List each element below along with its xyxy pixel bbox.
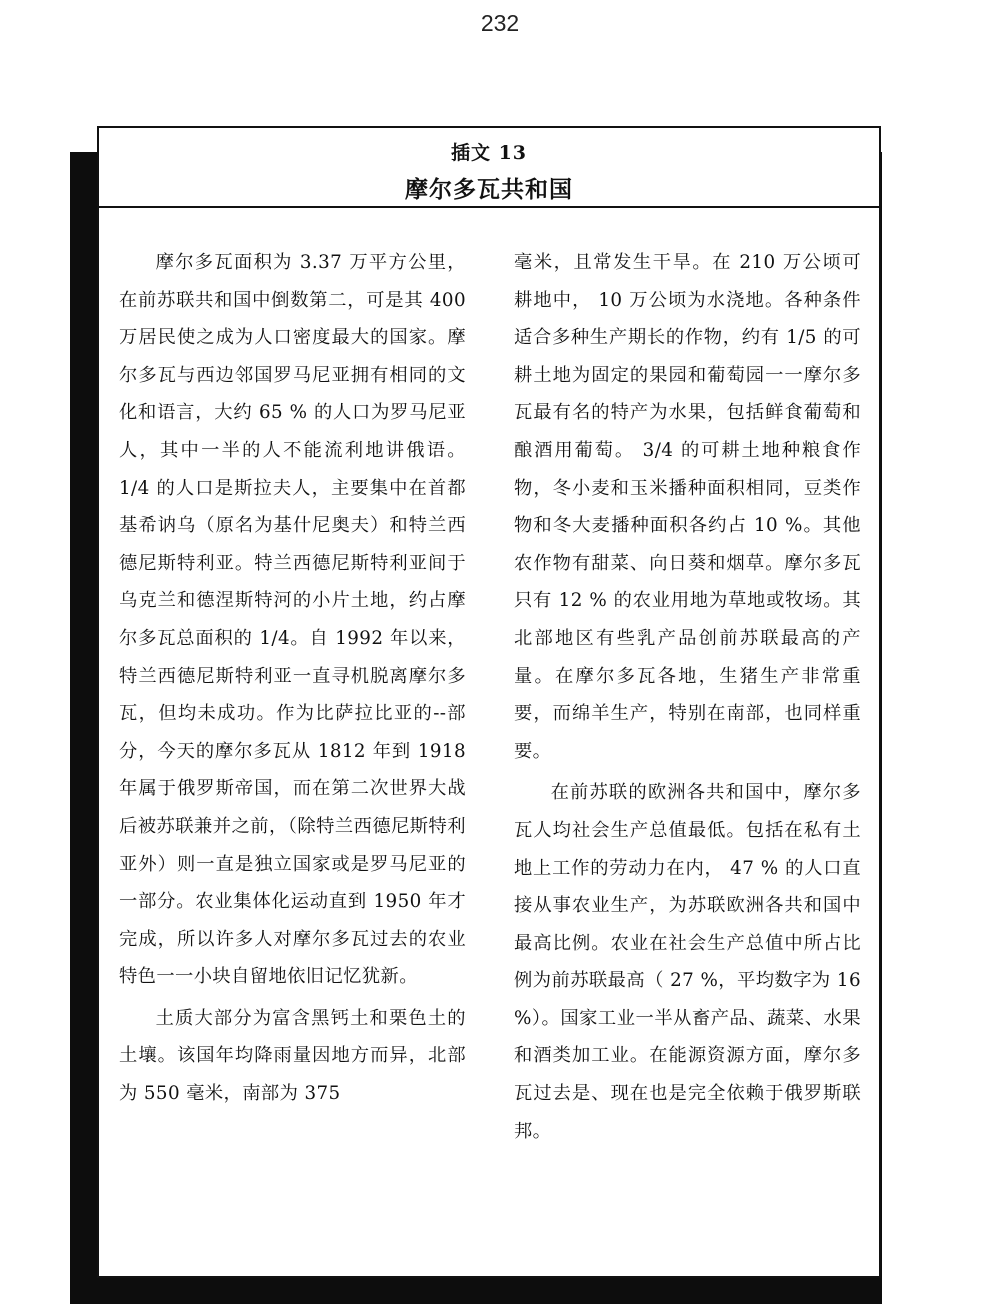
left-column	[119, 244, 466, 1150]
paragraph: 毫米，且常发生干旱。在 210 万公顷可耕地中， 10 万公顷为水浇地。各种条件适合多种生产期长的作物，约有 1/5 的可耕土地为固定的果园和葡萄园一一摩尔多瓦最有名的特产为水果，包括鲜食葡萄和酿酒用葡萄。 3/4 的可耕土地种粮食作物，冬小麦和玉米播种面积相同，豆类作物和冬大麦播种面积各约占 10 %。其他农作物有甜菜、向日葵和烟草。摩尔多瓦只有 12 % 的农业用地为草地或牧场。其北部地区有些乳产品创前苏联最高的产量。在摩尔多瓦各地，生猪生产非常重要，而绵羊生产，特别在南部，也同样重要。	[514, 252, 861, 762]
right-column	[514, 244, 861, 1150]
page-number: 232	[480, 10, 520, 36]
paragraph: 摩尔多瓦面积为 3.37 万平方公里，在前苏联共和国中倒数第二，可是其 400 万居民使之成为人口密度最大的国家。摩尔多瓦与西边邻国罗马尼亚拥有相同的文化和语言，大约 65 % 的人口为罗马尼亚人，其中一半的人不能流利地讲俄语。 1/4 的人口是斯拉夫人，主要集中在首都基希讷乌（原名为基什尼奥夫）和特兰西德尼斯特利亚。特兰西德尼斯特利亚间于乌克兰和德涅斯特河的小片土地，约占摩尔多瓦总面积的 1/4。自 1992 年以来，特兰西德尼斯特利亚一直寻机脱离摩尔多瓦，但均未成功。作为比萨拉比亚的--部分，今天的摩尔多瓦从 1812 年到 1918 年属于俄罗斯帝国，而在第二次世界大战后被苏联兼并之前，（除特兰西德尼斯特利亚外）则一直是独立国家或是罗马尼亚的一部分。农业集体化运动直到 1950 年才完成，所以许多人对摩尔多瓦过去的农业特色一一小块自留地依旧记忆犹新。	[119, 252, 466, 988]
box-label: 插文 13	[450, 142, 528, 164]
paragraph: 在前苏联的欧洲各共和国中，摩尔多瓦人均社会生产总值最低。包括在私有土地上工作的劳动力在内， 47 % 的人口直接从事农业生产，为苏联欧洲各共和国中最高比例。农业在社会生产总值中所占比例为前苏联最高（ 27 %，平均数字为 16 %）。国家工业一半从畜产品、蔬菜、水果和酒类加工业。在能源资源方面，摩尔多瓦过去是、现在也是完全依赖于俄罗斯联邦。	[514, 782, 861, 1142]
paragraph: 土质大部分为富含黑钙土和栗色土的土壤。该国年均降雨量因地方而异，北部为 550 毫米，南部为 375	[119, 1007, 466, 1105]
box-header	[99, 128, 879, 208]
text-columns	[119, 244, 861, 1150]
box-title: 摩尔多瓦共和国	[405, 176, 573, 203]
sidebar-box	[97, 126, 881, 1278]
